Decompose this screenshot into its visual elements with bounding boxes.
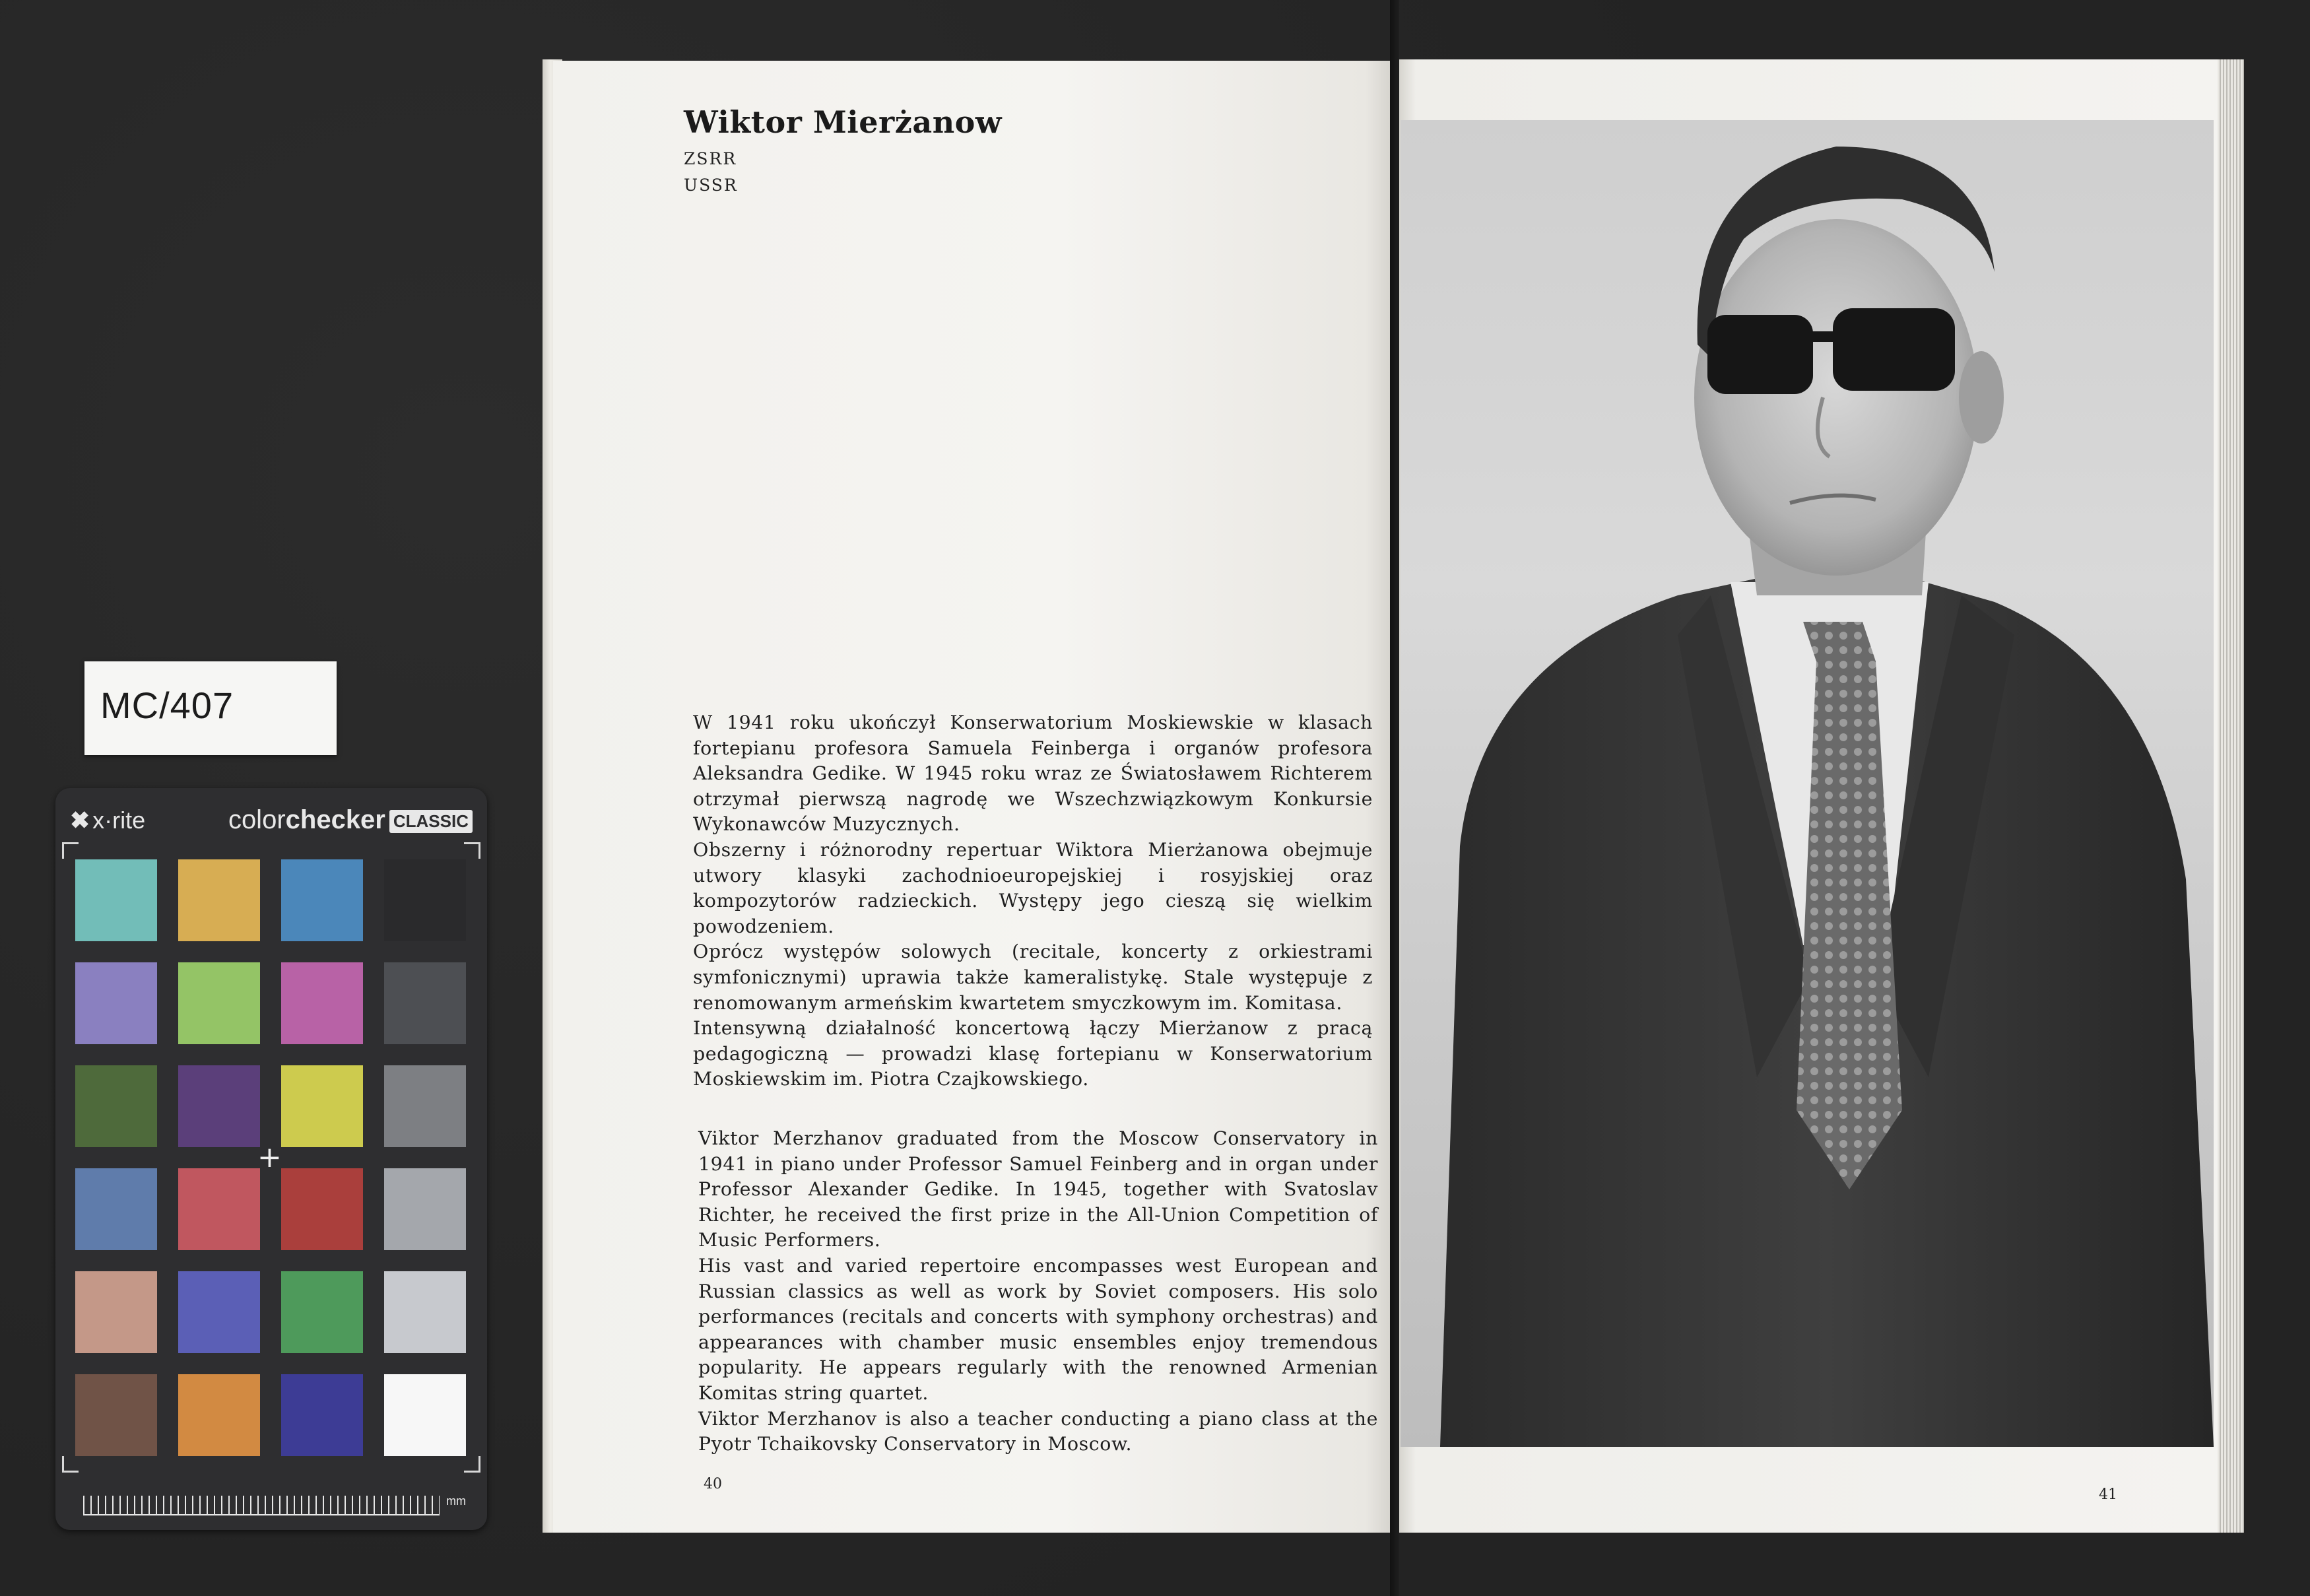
color-swatch xyxy=(178,1065,260,1147)
crop-corner-icon xyxy=(464,842,480,859)
bio-paragraph: Intensywną działalność koncertową łączy Mierżanow z pracą pedagogiczną — prowadzi klasę fortepianu w Konserwatorium Moskiewskim im. Piotra Czajkowskiego. xyxy=(693,1017,1373,1090)
page-number-left: 40 xyxy=(704,1476,722,1492)
color-swatch xyxy=(178,962,260,1044)
color-swatch xyxy=(384,1065,466,1147)
color-swatch xyxy=(75,1168,157,1250)
right-page-edges xyxy=(2218,59,2244,1533)
color-checker-card xyxy=(55,788,487,1530)
color-swatch xyxy=(281,1065,363,1147)
color-swatch xyxy=(75,1374,157,1456)
bio-paragraph: His vast and varied repertoire encompasses west European and Russian classics as well as work by Soviet composers. His solo performances (recitals and concerts with symphony orchestras) and appearances with chamber music ensembles enjoy tremendous popularity. He appears regularly with the renowned Armenian Komitas string quartet. xyxy=(698,1254,1378,1404)
bio-paragraph: Oprócz występów solowych (recitale, koncerty z orkiestrami symfonicznymi) uprawia także kameralistykę. Stale występuje z renomowanym armeńskim kwartetem smyczkowym im. Komitasa. xyxy=(693,941,1373,1014)
color-swatch xyxy=(178,1168,260,1250)
classic-badge: CLASSIC xyxy=(389,810,473,833)
bio-paragraph: Obszerny i różnorodny repertuar Wiktora Mierżanowa obejmuje utwory klasyki zachodnioeuropejskiej i rosyjskiej oraz kompozytorów radzieckich. Występy jego cieszą się wielkim powodzeniem. xyxy=(693,838,1373,937)
color-swatch xyxy=(178,1374,260,1456)
color-swatch xyxy=(384,962,466,1044)
accession-number: MC/407 xyxy=(100,684,234,726)
book-gutter xyxy=(1390,0,1399,1596)
bio-paragraph: W 1941 roku ukończył Konserwatorium Moskiewskie w klasach fortepianu profesora Samuela Feinberga i organów profesora Aleksandra Gedike. W 1945 roku wraz ze Światosławem Richterem otrzymał pierwszą nagrodę we Wszechzwiązkowym Konkursie Wykonawców Muzycznych. xyxy=(693,712,1373,836)
color-swatch xyxy=(384,859,466,941)
portrait-photo xyxy=(1401,120,2214,1447)
color-swatch xyxy=(281,859,363,941)
crop-corner-icon xyxy=(464,1456,480,1473)
crop-corner-icon xyxy=(62,1456,79,1473)
color-swatch xyxy=(281,1271,363,1353)
crop-corner-icon xyxy=(62,842,79,859)
accession-label xyxy=(84,661,337,755)
color-swatch xyxy=(75,962,157,1044)
color-swatch xyxy=(281,1168,363,1250)
bio-paragraph: Viktor Merzhanov is also a teacher conducting a piano class at the Pyotr Tchaikovsky Conservatory in Moscow. xyxy=(698,1407,1378,1455)
color-swatch xyxy=(281,962,363,1044)
color-swatch xyxy=(384,1271,466,1353)
color-swatch xyxy=(178,1271,260,1353)
xrite-logo: ✖ x·rite xyxy=(70,807,146,834)
biography-english xyxy=(698,1126,1378,1457)
page-number-right: 41 xyxy=(2099,1486,2117,1503)
xrite-mark-icon: ✖ xyxy=(70,807,90,834)
biography-polish xyxy=(693,710,1373,1092)
color-swatch xyxy=(384,1374,466,1456)
colorchecker-title: colorchecker CLASSIC xyxy=(228,805,473,835)
crosshair-icon: + xyxy=(257,1141,282,1174)
color-swatch xyxy=(281,1374,363,1456)
color-swatch xyxy=(384,1168,466,1250)
bio-paragraph: Viktor Merzhanov graduated from the Moscow Conservatory in 1941 in piano under Professor Samuel Feinberg and in organ under Professor Alexander Gedike. In 1945, together with Svatoslav Richter, he received the first prize in the All-Union Competition of Music Performers. xyxy=(698,1127,1378,1251)
color-swatch xyxy=(75,1271,157,1353)
artist-name: Wiktor Mierżanow xyxy=(684,104,1002,140)
color-swatch xyxy=(75,1065,157,1147)
country-english: USSR xyxy=(684,176,738,195)
color-swatch xyxy=(75,859,157,941)
mm-ruler xyxy=(83,1496,440,1515)
country-polish: ZSRR xyxy=(684,149,737,168)
color-swatch xyxy=(178,859,260,941)
portrait-illustration xyxy=(1401,120,2214,1447)
ruler-unit: mm xyxy=(446,1494,466,1508)
